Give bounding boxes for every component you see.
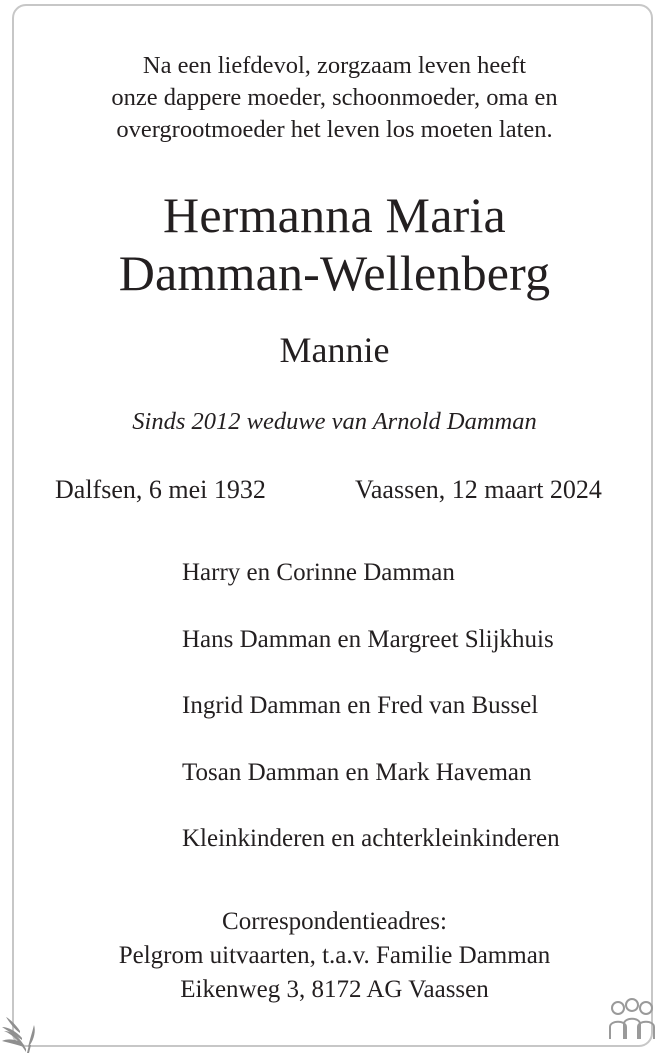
intro-line: overgrootmoeder het leven los moeten laten. [116,116,553,143]
intro-text [0,50,669,146]
correspondence-line: Eikenweg 3, 8172 AG Vaassen [180,976,489,1003]
family-member: Hans Damman en Margreet Slijkhuis [182,625,554,653]
intro-line: Na een liefdevol, zorgzaam leven heeft [142,52,527,79]
deceased-name-line1: Hermanna Maria [163,187,506,243]
correspondence-line: Pelgrom uitvaarten, t.a.v. Familie Damman [118,942,551,969]
deceased-name [0,186,669,302]
announcement-card [12,4,653,1047]
intro-line: onze dappere moeder, schoonmoeder, oma en [111,84,558,111]
death-date: Vaassen, 12 maart 2024 [355,475,602,504]
widow-note: Sinds 2012 weduwe van Arnold Damman [132,408,537,435]
family-member: Ingrid Damman en Fred van Bussel [182,692,539,719]
deceased-name-line2: Damman-Wellenberg [118,245,551,301]
correspondence-heading: Correspondentieadres: [222,908,447,935]
leaf-logo-icon [0,1005,44,1055]
family-member: Tosan Damman en Mark Haveman [182,758,532,786]
family-list [182,557,560,890]
correspondence-address [0,905,669,1007]
family-member: Kleinkinderen en achterkleinkinderen [182,825,560,852]
people-logo-icon [604,997,660,1043]
family-member: Harry en Corinne Damman [182,559,455,586]
birth-date: Dalfsen, 6 mei 1932 [55,475,266,504]
deceased-nickname: Mannie [279,330,390,370]
